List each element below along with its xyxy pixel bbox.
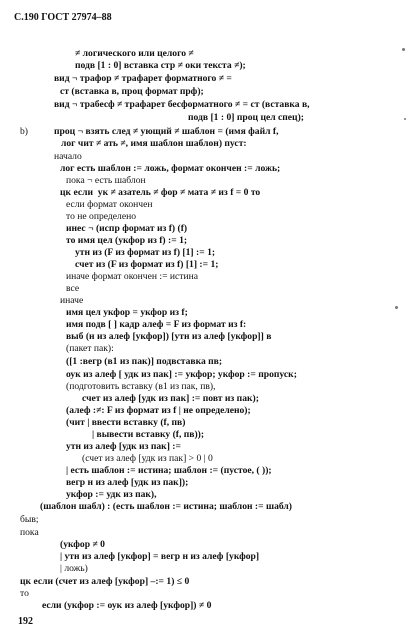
code-line: укфор := удк из пак), [66, 489, 157, 500]
code-line: инес ¬ (испр формат из f) (f) [66, 223, 188, 234]
code-line: | утн из алеф [укфор] = вегр н из алеф [укфор] [60, 551, 260, 562]
code-line: b) [20, 126, 28, 137]
code-line: ([1 :вегр (в1 из пак)] подвставка пв; [66, 356, 223, 367]
code-line: ≠ логического или целого ≠ [75, 48, 194, 59]
page-header: С.190 ГОСТ 27974–88 [14, 12, 112, 23]
code-line: имя цел укфор = укфор из f; [66, 307, 188, 318]
code-line: счет из алеф [удк из пак] := повт из пак); [82, 393, 259, 404]
code-line: если формат окончен [66, 199, 153, 210]
page-number: 192 [18, 616, 33, 627]
code-line: лог есть шаблон := ложь, формат окончен := ложь; [60, 163, 281, 174]
code-line: то не определено [66, 211, 137, 222]
code-line: имя подв [ ] кадр алеф = F из формат из f: [66, 319, 247, 330]
code-line: выб (н из алеф [укфор]) [утн из алеф [укфор]] в [66, 331, 272, 342]
code-line: (укфор ≠ 0 [60, 539, 105, 550]
scan-speck [395, 306, 398, 309]
code-line: (счет из алеф [удк из пак] > 0 | 0 [82, 453, 213, 464]
code-line: цк если ук ≠ азатель ≠ фор ≠ мата ≠ из f = 0 то [60, 187, 261, 198]
code-line: лог чит ≠ ать ≠, имя шаблон шаблон) пуст: [61, 138, 247, 149]
code-line: | вывести вставку (f, пв)); [92, 429, 205, 440]
code-line: (пакет пак): [66, 343, 114, 354]
code-line: если (укфор := оук из алеф [укфор]) ≠ 0 [42, 600, 212, 611]
code-line: то имя цел (укфор из f) := 1; [66, 235, 188, 246]
code-line: вид ¬ трафор ≠ трафарет форматного ≠ = [54, 73, 232, 84]
code-line: проц ¬ взять след ≠ ующий ≠ шаблон = (имя файл f, [54, 126, 279, 137]
code-line: (алеф :≠: F из формат из f | не определено); [66, 405, 251, 416]
code-line: утн из алеф [удк из пак] := [66, 441, 181, 452]
code-line: то [20, 588, 29, 599]
code-line: счет из (F из формат из f) [1] := 1; [75, 259, 219, 270]
code-line: быв; [20, 514, 39, 525]
code-line: | ложь) [60, 563, 88, 574]
code-line: вегр н из алеф [удк из пак]); [66, 477, 189, 488]
code-line: пока [20, 527, 39, 538]
code-line: ст (вставка в, проц формат прф); [60, 86, 204, 97]
code-line: цк если (счет из алеф [укфор] –:= 1) ≤ 0 [20, 576, 190, 587]
code-line: все [66, 283, 80, 294]
code-line: (шаблон шабл) : (есть шаблон := истина; шаблон := шабл) [40, 501, 293, 512]
code-line: иначе формат окончен := истина [66, 271, 198, 282]
code-line: утн из (F из формат из f) [1] := 1; [75, 247, 216, 258]
scan-speck [402, 48, 405, 51]
code-line: вид ¬ трабесф ≠ трафарет бесформатного ≠ = ст (вставка в, [54, 99, 310, 110]
code-line: (подготовить вставку (в1 из пак, пв), [66, 381, 216, 392]
code-line: иначе [60, 295, 84, 306]
code-line: подв [1 : 0] проц цел спец); [188, 112, 304, 123]
code-line: пока ¬ есть шаблон [66, 175, 146, 186]
code-line: оук из алеф [ удк из пак] := укфор; укфор := пропуск; [66, 369, 297, 380]
code-line: подв [1 : 0] вставка стр ≠ оки текста ≠); [75, 60, 246, 71]
scan-speck [404, 118, 406, 120]
code-line: (чит | ввести вставку (f, пв) [66, 417, 186, 428]
code-line: | есть шаблон := истина; шаблон := (пустое, ( )); [66, 465, 272, 476]
code-line: начало [54, 151, 82, 162]
